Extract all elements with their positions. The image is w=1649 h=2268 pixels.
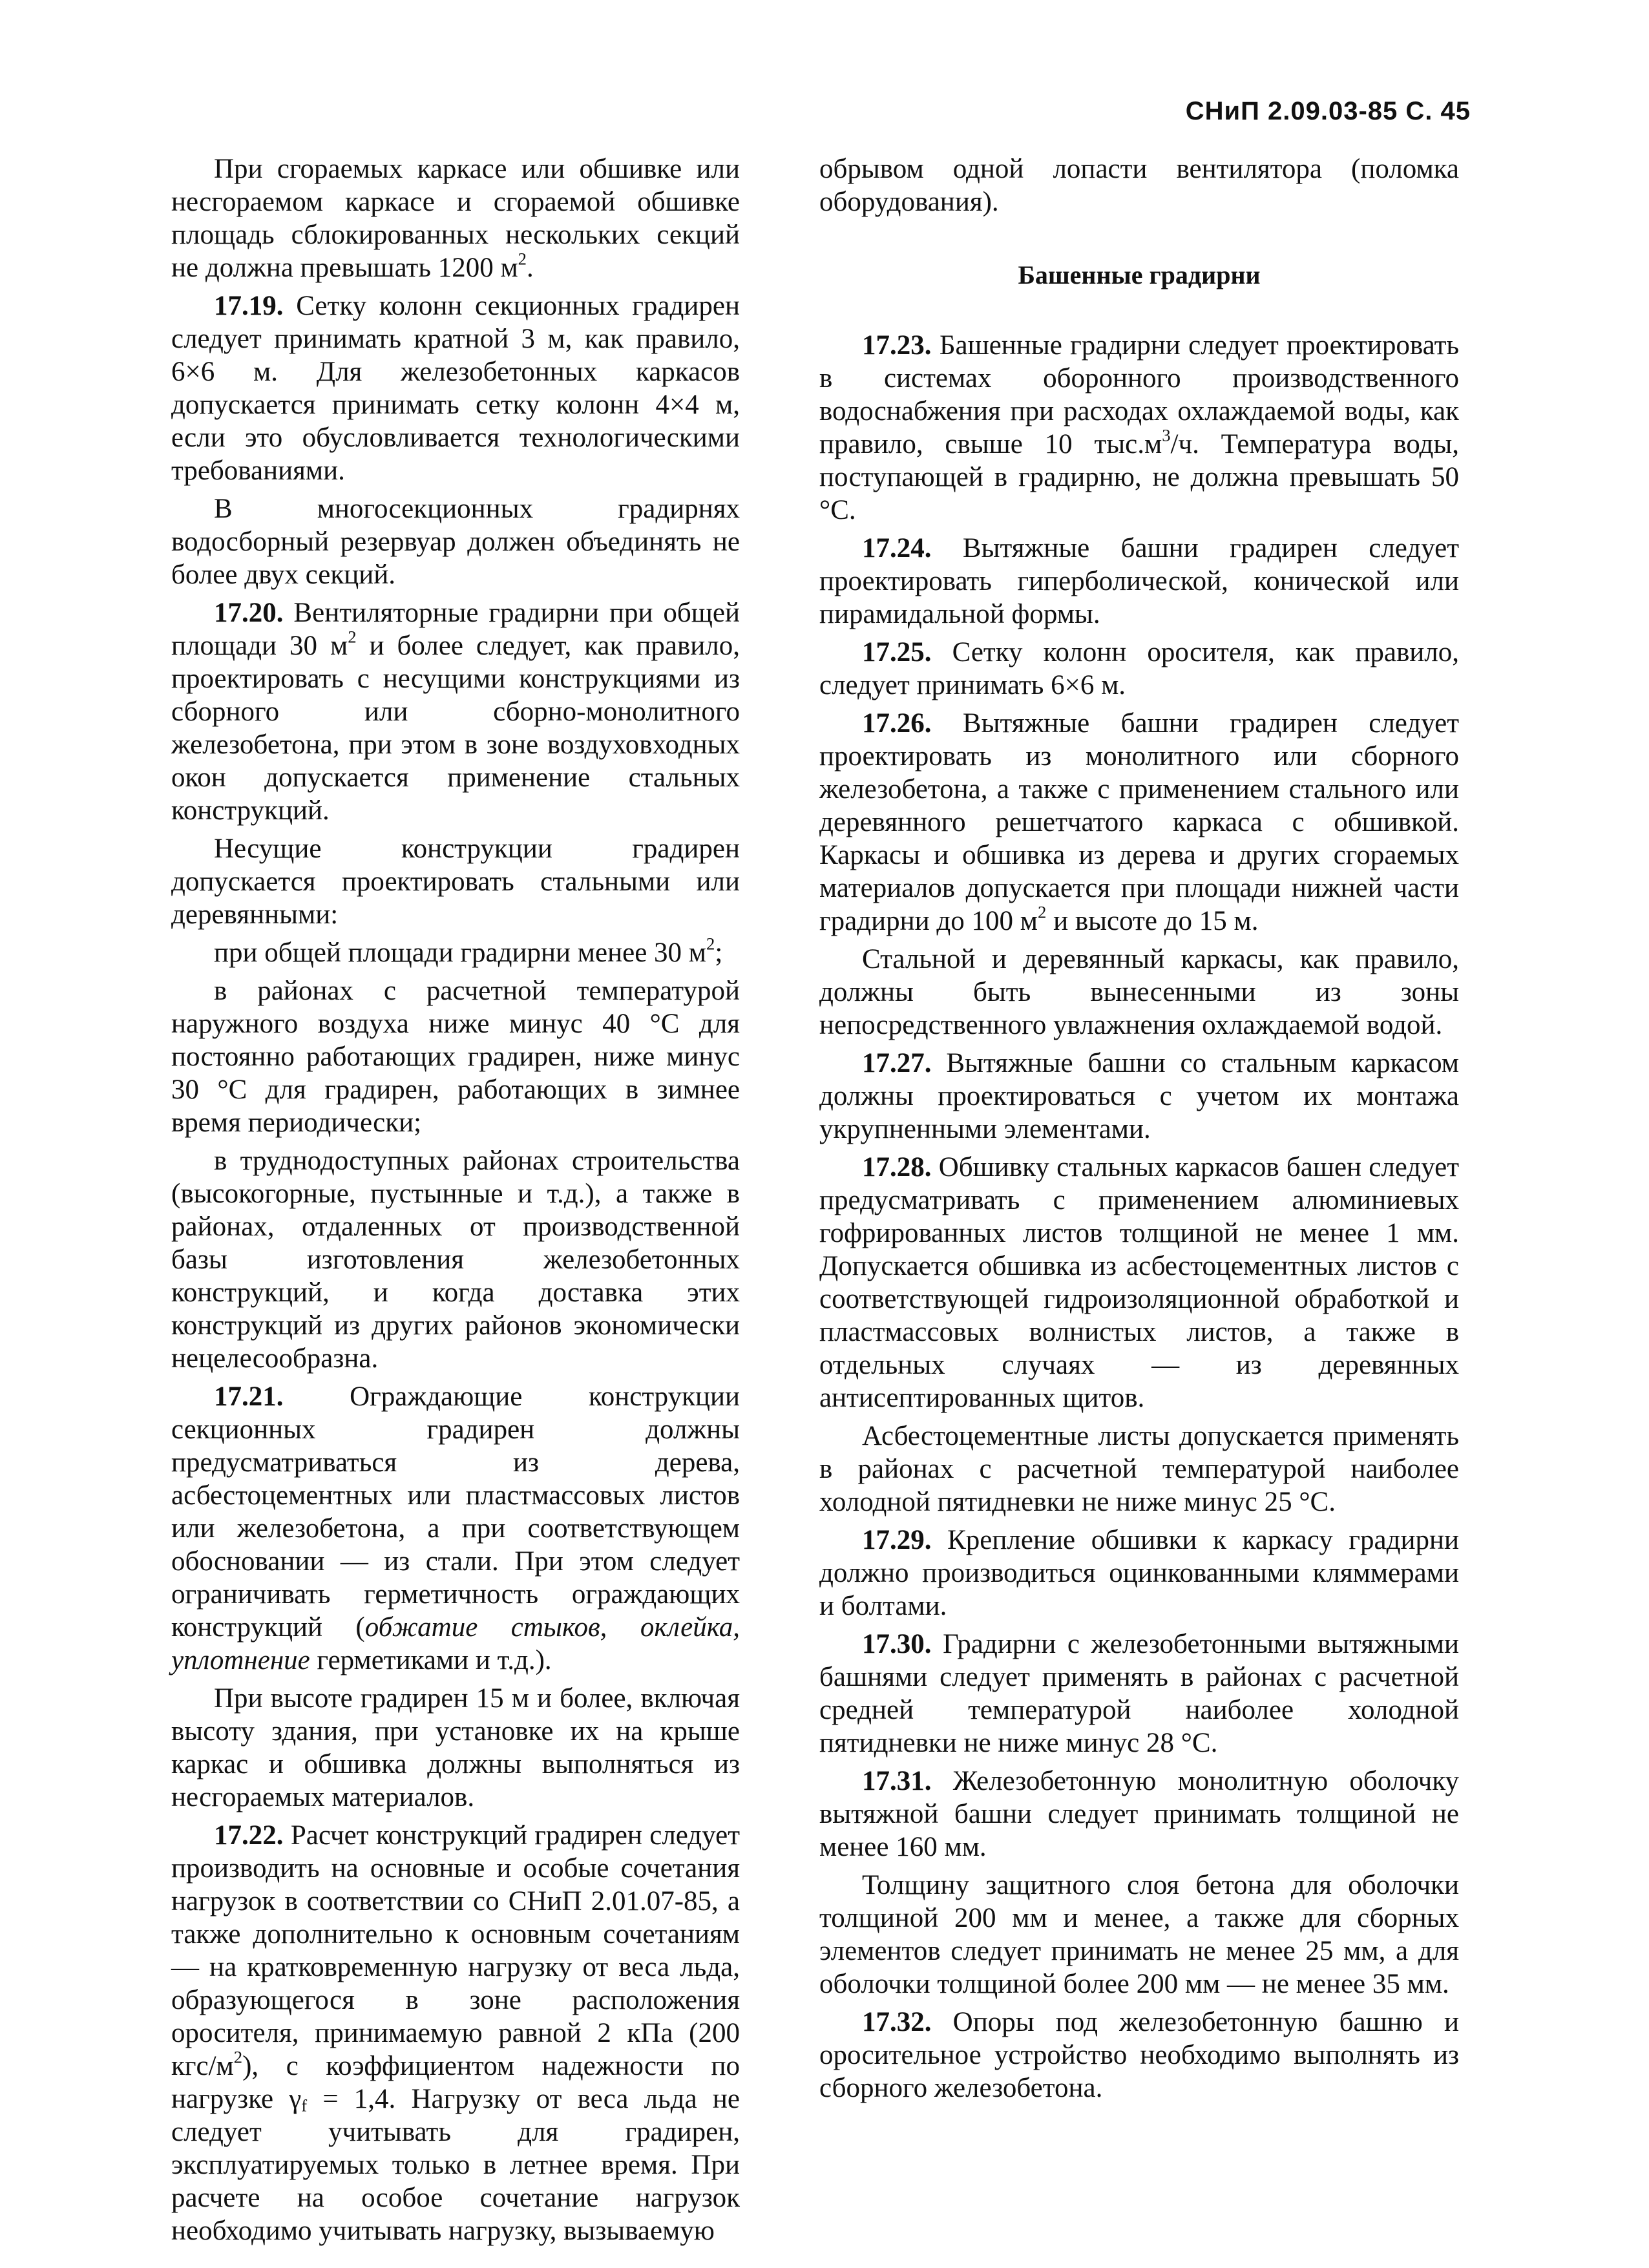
clause-text: /ч. Температура воды, поступающей в градирню, не должна превышать 50 °С.	[819, 429, 1460, 525]
superscript: 2	[348, 627, 357, 647]
clause-number: 17.32.	[862, 2007, 932, 2037]
clause-text: Вентиляторные градирни при общей площади 30 м	[171, 598, 740, 661]
paragraph-multisection: В многосекционных градирнях водосборный резервуар должен объединять не более двух секций.	[171, 494, 740, 590]
clause-number: 17.28.	[862, 1152, 932, 1182]
clause-17-31	[819, 1765, 1459, 1864]
list-item-remote-areas: в труднодоступных районах строительства (высокогорные, пустынные и т.д.), а также в районах, отдаленных от производственной базы изготовления железобетонных конструкций, и когда доставка этих конструкций из других районов экономически нецелесообразна.	[171, 1146, 740, 1374]
clause-17-21	[171, 1380, 740, 1677]
clause-17-24	[819, 532, 1459, 631]
paragraph-combustible-area	[171, 152, 740, 284]
left-column	[171, 152, 740, 2252]
clause-17-30	[819, 1628, 1459, 1759]
paragraph-bearing-structures: Несущие конструкции градирен допускается проектировать стальными или деревянными:	[171, 834, 740, 930]
clause-number: 17.30.	[862, 1629, 932, 1659]
paragraph-concrete-cover: Толщину защитного слоя бетона для оболочки толщиной 200 мм и менее, а также для сборных элементов следует принимать не менее 25 мм, а для оболочки толщиной более 200 мм — не менее 35 мм.	[819, 1870, 1459, 1999]
clause-number: 17.27.	[862, 1048, 932, 1078]
paragraph-frames: Стальной и деревянный каркасы, как правило, должны быть вынесенными из зоны непосредственного увлажнения охлаждаемой водой.	[819, 944, 1459, 1040]
clause-number: 17.31.	[862, 1766, 932, 1796]
subscript: f	[301, 2095, 308, 2116]
clause-number: 17.21.	[214, 1381, 284, 1412]
clause-text: = 1,4. Нагрузку от веса льда не следует учитывать для градирен, эксплуатируемых только в летнее время. При расчете на особое сочетание нагрузок необходимо учитывать нагрузку, вызываемую	[171, 2084, 740, 2246]
superscript: 2	[518, 249, 527, 269]
clause-text: ), с коэффициентом надежности по нагрузке γ	[171, 2051, 740, 2114]
clause-17-26	[819, 707, 1459, 938]
clause-17-22	[171, 1819, 740, 2247]
list-item-area	[171, 936, 740, 969]
page-header: СНиП 2.09.03-85 С. 45	[1185, 97, 1471, 125]
clause-17-27	[819, 1047, 1459, 1146]
clause-17-28	[819, 1151, 1459, 1414]
clause-number: 17.26.	[862, 708, 932, 739]
clause-text: Расчет конструкций градирен следует производить на основные и особые сочетания нагрузок в соответствии со СНиП 2.01.07-85, а также дополнительно к основным сочетаниям — на кратковременную нагрузку от веса льда, образующегося в зоне расположения оросителя, принимаемую равной 2 кПа (200 кгс/м	[171, 1820, 740, 2081]
clause-text: Крепление обшивки к каркасу градирни должно производиться оцинкованными кляммерами и болтами.	[819, 1525, 1459, 1621]
clause-text: Башенные градирни следует проектировать в системах оборонного производственного водоснабжения при расходах охлаждаемой воды, как правило, свыше 10 тыс.м	[819, 330, 1459, 459]
clause-17-20	[171, 596, 740, 827]
section-heading: Башенные градирни	[1018, 260, 1261, 289]
clause-text: Железобетонную монолитную оболочку вытяжной башни следует принимать толщиной не менее 160 мм.	[819, 1766, 1459, 1862]
paragraph-asbestos: Асбестоцементные листы допускается применять в районах с расчетной температурой наиболее холодной пятидневки не ниже минус 25 °С.	[819, 1421, 1459, 1517]
superscript: 2	[1037, 902, 1047, 922]
clause-17-32	[819, 2006, 1459, 2105]
clause-text: Обшивку стальных каркасов башен следует предусматривать с применением алюминиевых гофрированных листов толщиной не менее 1 мм. Допускается обшивка из асбестоцементных листов с соответствующей гидроизоляционной обработкой и пластмассовых волнистых листов, а также в отдельных случаях — из деревянных антисептированных щитов.	[819, 1152, 1459, 1413]
clause-17-29	[819, 1524, 1459, 1622]
paragraph-text: При сгораемых каркасе или обшивке или несгораемом каркасе и сгораемой обшивке площадь сблокированных нескольких секций не должна превышать 1200 м	[171, 154, 740, 283]
clause-17-25	[819, 636, 1459, 702]
list-text: при общей площади градирни менее 30 м	[214, 938, 706, 968]
paragraph-height: При высоте градирен 15 м и более, включая высоту здания, при установке их на крыше каркас и обшивка должны выполняться из несгораемых материалов.	[171, 1683, 740, 1812]
superscript: 2	[706, 934, 715, 954]
clause-text: Вытяжные башни со стальным каркасом должны проектироваться с учетом их монтажа укрупненными элементами.	[819, 1048, 1459, 1144]
clause-text: Сетку колонн оросителя, как правило, следует принимать 6×6 м.	[819, 637, 1459, 700]
superscript: 2	[233, 2047, 243, 2067]
list-item-temperature: в районах с расчетной температурой наружного воздуха ниже минус 40 °С для постоянно работающих градирен, ниже минус 30 °С для градирен, работающих в зимнее время периодически;	[171, 976, 740, 1138]
clause-text: Сетку колонн секционных градирен следует принимать кратной 3 м, как правило, 6×6 м. Для железобетонных каркасов допускается принимать сетку колонн 4×4 м, если это обусловливается технологическими требованиями.	[171, 291, 740, 486]
clause-text: Ограждающие конструкции секционных градирен должны предусматриваться из дерева, асбестоцементных или пластмассовых листов или железобетона, а при соответствующем обосновании — из стали. При этом следует ограничивать герметичность ограждающих конструкций (	[171, 1381, 740, 1643]
paragraph-continuation: обрывом одной лопасти вентилятора (поломка оборудования).	[819, 154, 1459, 217]
list-text: ;	[715, 938, 723, 968]
paragraph-text: .	[527, 253, 534, 283]
superscript: 3	[1162, 425, 1171, 445]
clause-text: герметиками и т.д.).	[310, 1645, 552, 1675]
clause-number: 17.20.	[214, 598, 284, 628]
clause-number: 17.25.	[862, 637, 932, 667]
clause-text: и высоте до 15 м.	[1046, 906, 1259, 936]
clause-text: Градирни с железобетонными вытяжными башнями следует применять в районах с расчетной средней температурой наиболее холодной пятидневки не ниже минус 28 °С.	[819, 1629, 1459, 1758]
clause-17-23	[819, 329, 1459, 527]
clause-text: Опоры под железобетонную башню и оросительное устройство необходимо выполнять из сборного железобетона.	[819, 2007, 1459, 2103]
clause-text: Вытяжные башни градирен следует проектировать из монолитного или сборного железобетона, а также с применением стального или деревянного решетчатого каркаса с обшивкой. Каркасы и обшивка из дерева и других сгораемых материалов допускается при площади нижней части градирни до 100 м	[819, 708, 1459, 936]
clause-number: 17.22.	[214, 1820, 284, 1851]
clause-number: 17.19.	[214, 291, 284, 321]
clause-text: Вытяжные башни градирен следует проектировать гиперболической, конической или пирамидальной формы.	[819, 533, 1459, 629]
clause-number: 17.29.	[862, 1525, 932, 1555]
right-column	[819, 152, 1459, 2110]
clause-text: и более следует, как правило, проектировать с несущими конструкциями из сборного или сборно-монолитного железобетона, при этом в зоне воздуховходных окон допускается применение стальных конструкций.	[171, 631, 740, 826]
clause-number: 17.24.	[862, 533, 932, 563]
clause-italic-text: обжатие стыков, оклейка, уплотнение	[171, 1612, 740, 1675]
clause-17-19	[171, 289, 740, 487]
clause-number: 17.23.	[862, 330, 932, 361]
